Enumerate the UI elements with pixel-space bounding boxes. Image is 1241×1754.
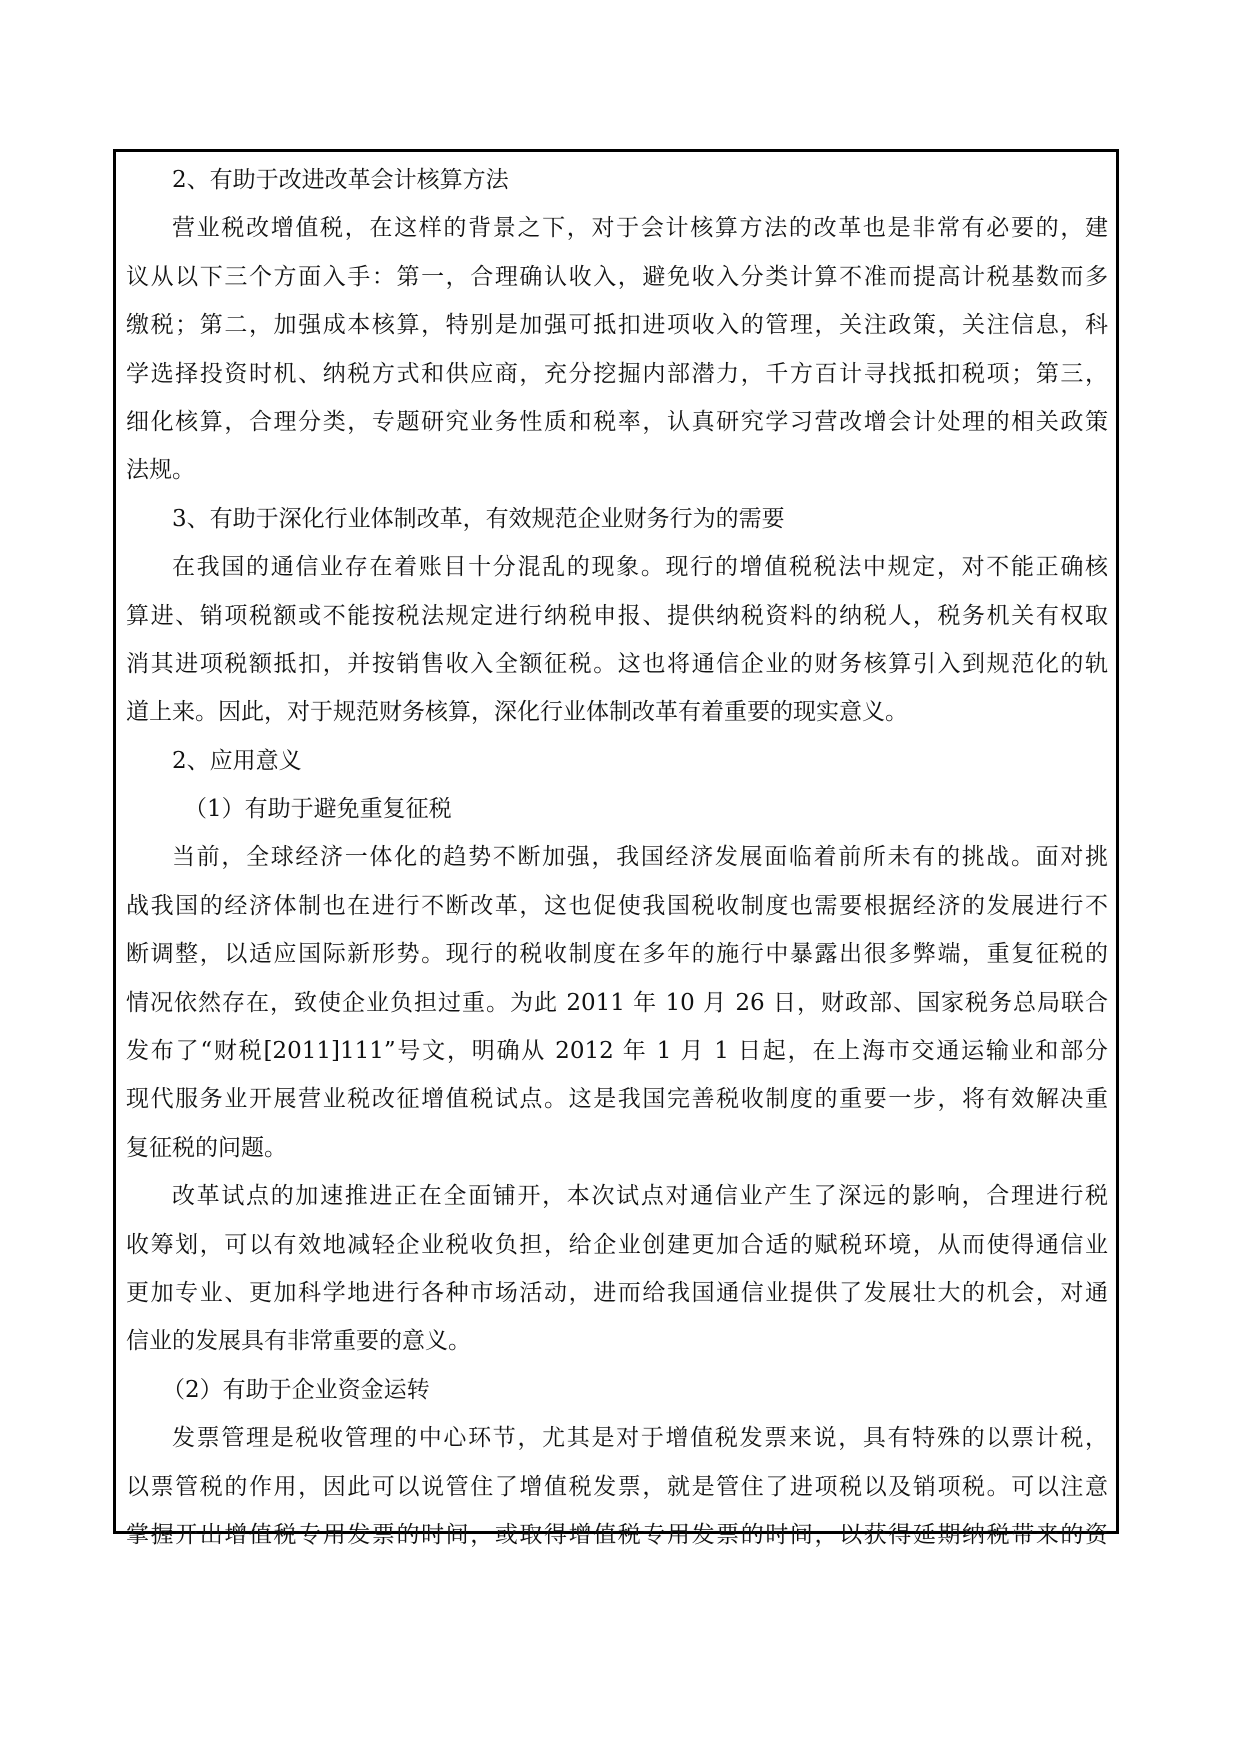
paragraph-line: 营业税改增值税，在这样的背景之下，对于会计核算方法的改革也是非常有必要的，建 xyxy=(172,215,1108,242)
paragraph-line: 在我国的通信业存在着账目十分混乱的现象。现行的增值税税法中规定，对不能正确核 xyxy=(172,554,1108,581)
paragraph-line: 掌握开出增值税专用发票的时间，或取得增值税专用发票的时间，以获得延期纳税带来的资 xyxy=(126,1521,1108,1548)
paragraph-line: 议从以下三个方面入手：第一，合理确认收入，避免收入分类计算不准而提高计税基数而多 xyxy=(126,263,1108,290)
paragraph-line: 道上来。因此，对于规范财务核算，深化行业体制改革有着重要的现实意义。 xyxy=(126,699,908,726)
paragraph-line: 复征税的问题。 xyxy=(126,1134,287,1161)
paragraph-line: 当前，全球经济一体化的趋势不断加强，我国经济发展面临着前所未有的挑战。面对挑 xyxy=(172,844,1108,871)
paragraph-line: 情况依然存在，致使企业负担过重。为此 2011 年 10 月 26 日，财政部、国家税务总局联合 xyxy=(126,989,1108,1016)
subsection-heading: （2）有助于企业资金运转 xyxy=(162,1376,430,1403)
paragraph-line: 信业的发展具有非常重要的意义。 xyxy=(126,1328,471,1355)
section-heading: 2、应用意义 xyxy=(172,747,302,774)
paragraph-line: 缴税；第二，加强成本核算，特别是加强可抵扣进项收入的管理，关注政策，关注信息，科 xyxy=(126,312,1108,339)
paragraph-line: 战我国的经济体制也在进行不断改革，这也促使我国税收制度也需要根据经济的发展进行不 xyxy=(126,892,1108,919)
paragraph-line: 收筹划，可以有效地减轻企业税收负担，给企业创建更加合适的赋税环境，从而使得通信业 xyxy=(126,1231,1108,1258)
paragraph-line: 以票管税的作用，因此可以说管住了增值税发票，就是管住了进项税以及销项税。可以注意 xyxy=(126,1473,1108,1500)
section-heading: 3、有助于深化行业体制改革，有效规范企业财务行为的需要 xyxy=(172,505,785,532)
paragraph-line: 细化核算，合理分类，专题研究业务性质和税率，认真研究学习营改增会计处理的相关政策 xyxy=(126,408,1108,435)
paragraph-line: 算进、销项税额或不能按税法规定进行纳税申报、提供纳税资料的纳税人，税务机关有权取 xyxy=(126,602,1108,629)
paragraph-line: 断调整，以适应国际新形势。现行的税收制度在多年的施行中暴露出很多弊端，重复征税的 xyxy=(126,941,1108,968)
paragraph-line: 改革试点的加速推进正在全面铺开，本次试点对通信业产生了深远的影响，合理进行税 xyxy=(172,1183,1108,1210)
subsection-heading: （1）有助于避免重复征税 xyxy=(184,796,452,823)
paragraph-line: 消其进项税额抵扣，并按销售收入全额征税。这也将通信企业的财务核算引入到规范化的轨 xyxy=(126,650,1108,677)
section-heading: 2、有助于改进改革会计核算方法 xyxy=(172,167,509,193)
document-body xyxy=(126,156,1108,1559)
paragraph-line: 学选择投资时机、纳税方式和供应商，充分挖掘内部潜力，千方百计寻找抵扣税项；第三， xyxy=(126,360,1108,387)
paragraph-line: 发票管理是税收管理的中心环节，尤其是对于增值税发票来说，具有特殊的以票计税， xyxy=(172,1425,1108,1452)
paragraph-line: 现代服务业开展营业税改征增值税试点。这是我国完善税收制度的重要一步，将有效解决重 xyxy=(126,1086,1108,1113)
paragraph-line: 法规。 xyxy=(126,457,195,484)
document-frame xyxy=(113,149,1119,1548)
paragraph-line: 发布了“财税[2011]111”号文，明确从 2012 年 1 月 1 日起，在上海市交通运输业和部分 xyxy=(126,1038,1108,1065)
paragraph-line: 更加专业、更加科学地进行各种市场活动，进而给我国通信业提供了发展壮大的机会，对通 xyxy=(126,1279,1108,1306)
